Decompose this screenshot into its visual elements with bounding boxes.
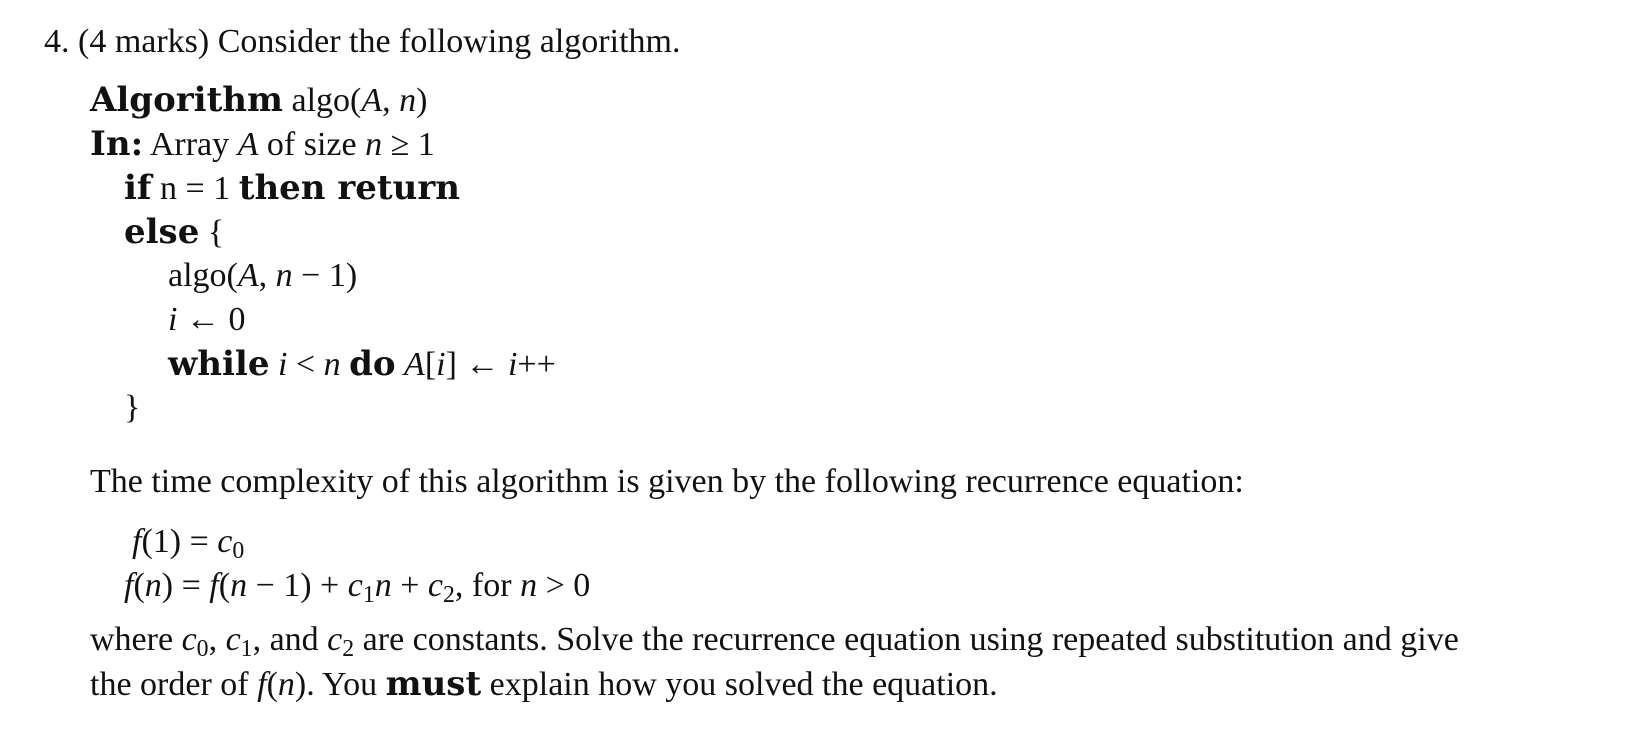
algorithm-signature: algo(A, n) [291, 82, 428, 119]
equation-recursive: $f(n) = f(n - 1) + c_1n + c_2$, for n > 0 [124, 567, 591, 608]
recurrence-intro: The time complexity of this algorithm is given by the following recurrence equation: [90, 463, 1244, 500]
question-header [44, 22, 680, 63]
algorithm-line-close: } [124, 389, 141, 426]
question-marks: (4 marks) [78, 23, 210, 60]
algorithm-line-init: i ← 0 [168, 301, 246, 338]
closing-line-2: the order of f(n). You must explain how you solved the equation. [90, 664, 998, 704]
question-number: 4. [44, 23, 70, 60]
algorithm-line-while: while i < n do A[i] ← i++ [168, 344, 556, 384]
algorithm-line-if: if n = 1 then return [124, 168, 460, 208]
algorithm-line-else: else { [124, 212, 225, 252]
algorithm-header [90, 80, 427, 122]
input-text: Array A of size n ≥ 1 [149, 126, 435, 163]
algorithm-input [90, 124, 435, 166]
question-intro: Consider the following algorithm. [217, 23, 681, 60]
algorithm-line-recursive-call: algo(A, n − 1) [168, 257, 358, 294]
equation-base: $f(1) = c_0$ [132, 523, 245, 564]
closing-line-1: where $c_0$, $c_1$, and $c_2$ are constants. Solve the recurrence equation using repeated substitution and give [90, 621, 1459, 662]
algorithm-keyword: Algorithm [90, 80, 283, 120]
input-keyword: In: [90, 124, 144, 164]
